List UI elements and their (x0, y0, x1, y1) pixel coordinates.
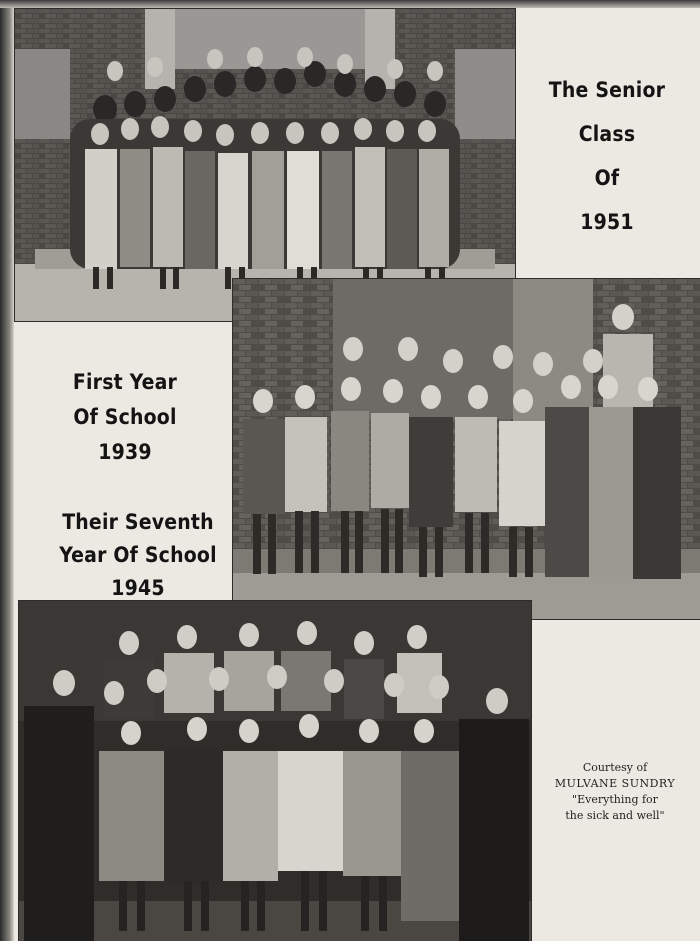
page-top-edge (0, 0, 700, 8)
seventh-year-line-1: Their Seventh (62, 510, 214, 534)
sponsor-name: MULVANE SUNDRY (554, 777, 676, 790)
sponsor-courtesy: Courtesy of (582, 761, 648, 774)
sponsor-slogan-line-2: the sick and well" (565, 809, 665, 822)
sponsor-slogan-line-1: "Everything for (572, 793, 658, 806)
first-year-line-1: First Year (72, 370, 178, 394)
first-year-line-2: Of School (73, 405, 177, 429)
first-year-caption (40, 365, 210, 470)
senior-caption-line-2: Class (578, 122, 636, 146)
senior-class-photo (14, 8, 516, 322)
sponsor-credit (530, 760, 700, 824)
senior-caption-line-4: 1951 (580, 210, 634, 234)
senior-caption-line-3: Of (594, 166, 620, 190)
seventh-year-caption (40, 506, 236, 605)
senior-caption-line-1: The Senior (548, 78, 666, 102)
seventh-year-line-3: 1945 (111, 576, 165, 600)
seventh-year-line-2: Year Of School (59, 543, 217, 567)
senior-class-caption (514, 68, 700, 244)
first-year-line-3: 1939 (98, 440, 152, 464)
first-year-photo (232, 278, 700, 620)
seventh-year-photo (18, 600, 532, 941)
page-binding-edge (0, 0, 14, 941)
